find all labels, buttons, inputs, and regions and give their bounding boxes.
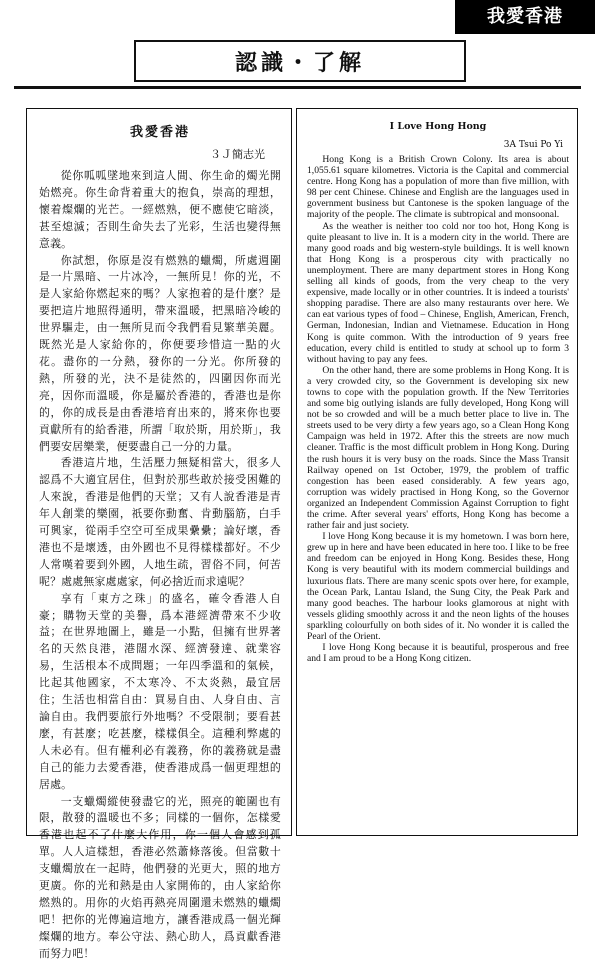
section-tab: 我愛香港 — [455, 0, 595, 34]
title-divider — [14, 86, 581, 89]
english-paragraph: As the weather is neither too cold nor too hot, Hong Kong is quite pleasant to live in. It is a modern city in the world. There are many good roads and big western-style buildings. It is well known that Hong Kong is a prosperous city with practically no unemployment. There are many department stores in Hong Kong selling all kinds of goods, from the very cheap to the very expensive, made locally or in other countries. It is indeed a tourists' shopping paradise. There are also many restaurants over here. We can eat various types of food – Chinese, English, American, French, German, Indonesian, Indian and Vietnamese. Education in Hong Kong is quite common. With the introduction of 9 years free education, every child is entitled to study at school up to form 3 without having to pay any fees. — [307, 220, 569, 365]
english-article-author: 3A Tsui Po Yi — [503, 140, 563, 150]
english-article — [296, 108, 578, 836]
chinese-paragraph: 你試想，你原是沒有燃熟的蠟燭，所處週圍是一片黑暗、一片冰冷，一無所見！你的光，不是人家給你燃起來的嗎？人家抱着的是什麼？是要把這片地照得通明，帶來溫暖，把黑暗冷峻的世界驅走，由一無所見而令我們看見繁華美麗。既然光是人家給你的，你便要珍惜這一點的火花。盡你的一分熱，發你的一分光。你所發的熱，所發的光，決不是徒然的，四圍因你而光亮，因你而溫暖，你是屬於香港的，香港也是你的，你的成長是由香港培育出來的，將來你也要貢獻所有的給香港，所謂「取於斯，用於斯」，我們要安居樂業，便要盡自己一分的力量。 — [39, 253, 281, 453]
page-title: 認識・了解 — [134, 40, 466, 82]
chinese-article-title: 我愛香港 — [129, 125, 190, 140]
english-paragraph: I love Hong Kong because it is my hometown. I was born here, grew up in here and have been educated in here too. I like to be free and freedom can be enjoyed in Hong Kong. Besides these, Hong Kong is very beautiful with its modern commercial buildings and luxurious flats. There are many scenic spots over here, for example, the Ocean Park, Lantau Island, the Sung City, the Peak Park and many good beaches. The harbour looks glamorous at night with vessels gliding smoothly across it and the neon lights of the houses sparkling colourfully on both sides of it. No wonder it is called the Pearl of the Orient. — [307, 531, 569, 643]
chinese-paragraph: 香港這片地，生活壓力無疑相當大，很多人認爲不大適宜居住，但對於那些敢於接受困難的人來說，香港是他們的天堂；又有人說香港是青年人創業的樂園，祇要你動奮、肯動腦筋，白手可興家，從兩手空空可至成果纍纍；論好壞，香港也不是壞透，由外國也不見得樣樣都好。不少人常嘆着要到外國，人地生疏，習俗不同，何苦呢？處處無家處處家，何必捨近而求遠呢？ — [39, 456, 281, 588]
english-article-title: I Love Hong Hong — [389, 121, 487, 132]
chinese-article — [26, 108, 292, 960]
english-paragraph: Hong Kong is a British Crown Colony. Its area is about 1,055.61 square kilometres. Victoria is the Capital and commercial centre. Hong Kong has a population of more than five million, with 98 per cent Chinese. Chinese and English are the languages used in government business but Cantonese is the spoken language of the majority of the people. The climate is subtropical and monsoonal. — [307, 154, 569, 221]
chinese-paragraph: 享有「東方之珠」的盛名，確令香港人自豪；購物天堂的美譽，爲本港經濟帶來不少收益；在世界地圖上，雖是一小點，但擁有世界著名的天然良港，港闊水深、經濟發達、就業容易，生活根本不成問題；一年四季溫和的氣候，比起其他國家，不太寒冷、不太炎熱，最宜居住；生活也相當自由：買易自由、人身自由、言論自由。我們要旅行外地嗎？不受限制；要看甚麼，有甚麼；吃甚麼，樣樣俱全。這種利弊處的人未必有。但有權利必有義務，你的義務就是盡自己的能力去愛香港，使香港成爲一個更理想的居處。 — [39, 591, 281, 791]
chinese-article-author: ３Ｊ簡志光 — [210, 148, 265, 161]
english-paragraph: On the other hand, there are some problems in Hong Kong. It is a very crowded city, so the Government is developing six new towns to cope with the population growth. If the New Territories and some big outlying islands are fully developed, Hong Kong will not be so crowded and will be a much better place to live in. The streets used to be very dirty a few years ago, so a Clean Hong Kong Campaign was held in 1972. After this the streets are now much cleaner. Traffic is the most difficult problem in Hong Kong. During the rush hours it is very busy on the roads. Since the Mass Transit Railway opened on 1st October, 1979, the problem of traffic congestion has been eased considerably. A few years ago, corruption was widely practised in Hong Kong, so the Governor organized an Independent Commission Against Corruption to fight the crime. After several years' efforts, Hong Kong has become a rather fair and just society. — [307, 364, 569, 532]
english-paragraph: I love Hong Kong because it is beautiful, prosperous and free and I am proud to be a Hong Kong citizen. — [307, 642, 569, 665]
chinese-paragraph: 一支蠟燭縱使發盡它的光，照亮的範圍也有限，散發的溫暖也不多；同樣的一個你，怎樣愛香港也起不了什麼大作用，你一個人會感到孤單。人人這樣想，香港必然蕭條落後。但當數十支蠟燭放在一起時，他們發的光更大，照的地方更廣。你的光和熱是由人家開佈的，由人家給你燃熟的。用你的火焰再熱亮周圍還未燃熟的蠟燭吧！把你的光傳遍這地方，讓香港成爲一個光輝燦爛的地方。奉公守法、熱心助人，爲貢獻香港而努力吧！ — [39, 794, 281, 960]
chinese-paragraph: 從你呱呱墜地來到這人間、你生命的燭光開始燃亮。你生命背着重大的抱負，崇高的理想，懷着燦爛的光芒。一經燃熟，便不應使它暗淡，甚至熄滅；否則生命失去了光彩，生活也變得無意義。 — [39, 169, 281, 250]
